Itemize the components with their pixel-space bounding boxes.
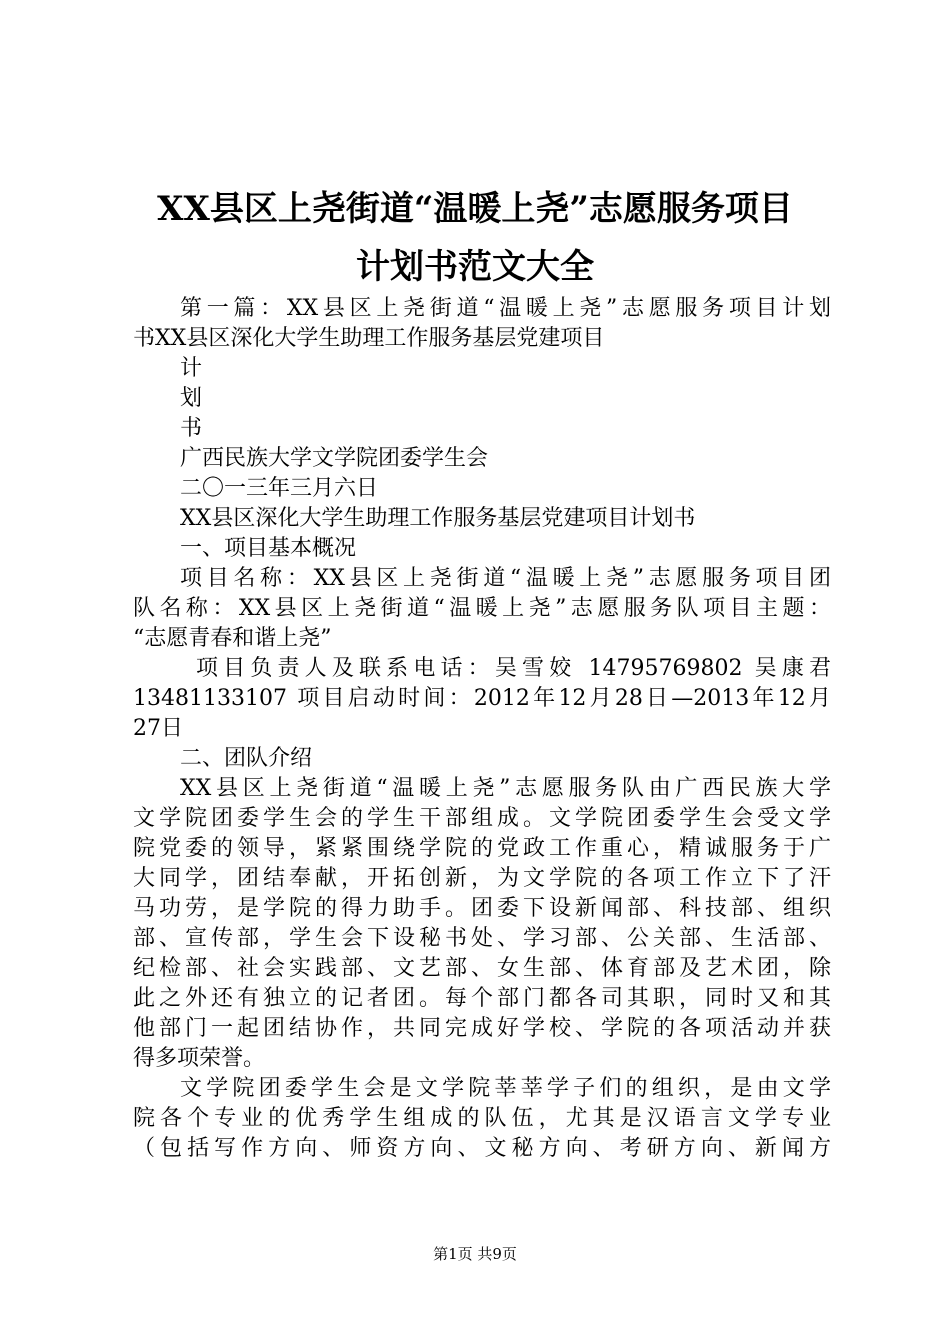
document-body <box>133 294 831 1164</box>
body-line: 书 <box>180 416 203 441</box>
body-line: 纪检部、社会实践部、文艺部、女生部、体育部及艺术团，除 <box>133 956 831 981</box>
section-heading: 二、团队介绍 <box>180 746 313 771</box>
body-line: 划 <box>180 386 203 411</box>
body-line: 项目名称：XX县区上尧街道“温暖上尧”志愿服务项目团 <box>180 566 831 591</box>
body-line: 文学院团委学生会是文学院莘莘学子们的组织，是由文学 <box>180 1076 831 1101</box>
section-heading: 一、项目基本概况 <box>180 536 357 561</box>
body-line: 计 <box>180 356 203 381</box>
document-title-line-1: XX县区上尧街道“温暖上尧”志愿服务项目 <box>157 189 793 229</box>
body-line: 第一篇：XX县区上尧街道“温暖上尧”志愿服务项目计划 <box>180 296 831 321</box>
body-line: 院各个专业的优秀学生组成的队伍，尤其是汉语言文学专业 <box>133 1106 831 1131</box>
body-line: 二〇一三年三月六日 <box>180 476 379 501</box>
body-line: 27日 <box>133 716 183 741</box>
body-line: 队名称：XX县区上尧街道“温暖上尧”志愿服务队项目主题： <box>133 596 831 621</box>
body-line: 大同学，团结奉献，开拓创新，为文学院的各项工作立下了汗 <box>133 866 831 891</box>
body-line: 13481133107 项目启动时间：2012年12月28日—2013年12月 <box>133 686 831 711</box>
body-line: （包括写作方向、师资方向、文秘方向、考研方向、新闻方 <box>133 1136 831 1161</box>
body-line: XX县区深化大学生助理工作服务基层党建项目计划书 <box>180 506 696 531</box>
body-line: 广西民族大学文学院团委学生会 <box>180 446 489 471</box>
document-title-line-2: 计划书范文大全 <box>356 247 594 287</box>
body-line: 书XX县区深化大学生助理工作服务基层党建项目 <box>133 326 605 351</box>
body-line: “志愿青春和谐上尧” <box>133 626 332 651</box>
body-line: 院党委的领导，紧紧围绕学院的党政工作重心，精诚服务于广 <box>133 836 831 861</box>
page-footer: 第1页 共9页 <box>433 1245 517 1263</box>
body-line: 他部门一起团结协作，共同完成好学校、学院的各项活动并获 <box>133 1016 831 1041</box>
body-line: 文学院团委学生会的学生干部组成。文学院团委学生会受文学 <box>133 806 831 831</box>
body-line: 部、宣传部，学生会下设秘书处、学习部、公关部、生活部、 <box>133 926 831 951</box>
body-line: XX县区上尧街道“温暖上尧”志愿服务队由广西民族大学 <box>180 776 831 801</box>
body-line: 此之外还有独立的记者团。每个部门都各司其职，同时又和其 <box>133 986 831 1011</box>
body-line: 得多项荣誉。 <box>133 1046 266 1071</box>
body-line: 项目负责人及联系电话：吴雪姣 14795769802 吴康君 <box>196 656 831 681</box>
body-line: 马功劳，是学院的得力助手。团委下设新闻部、科技部、组织 <box>133 896 831 921</box>
